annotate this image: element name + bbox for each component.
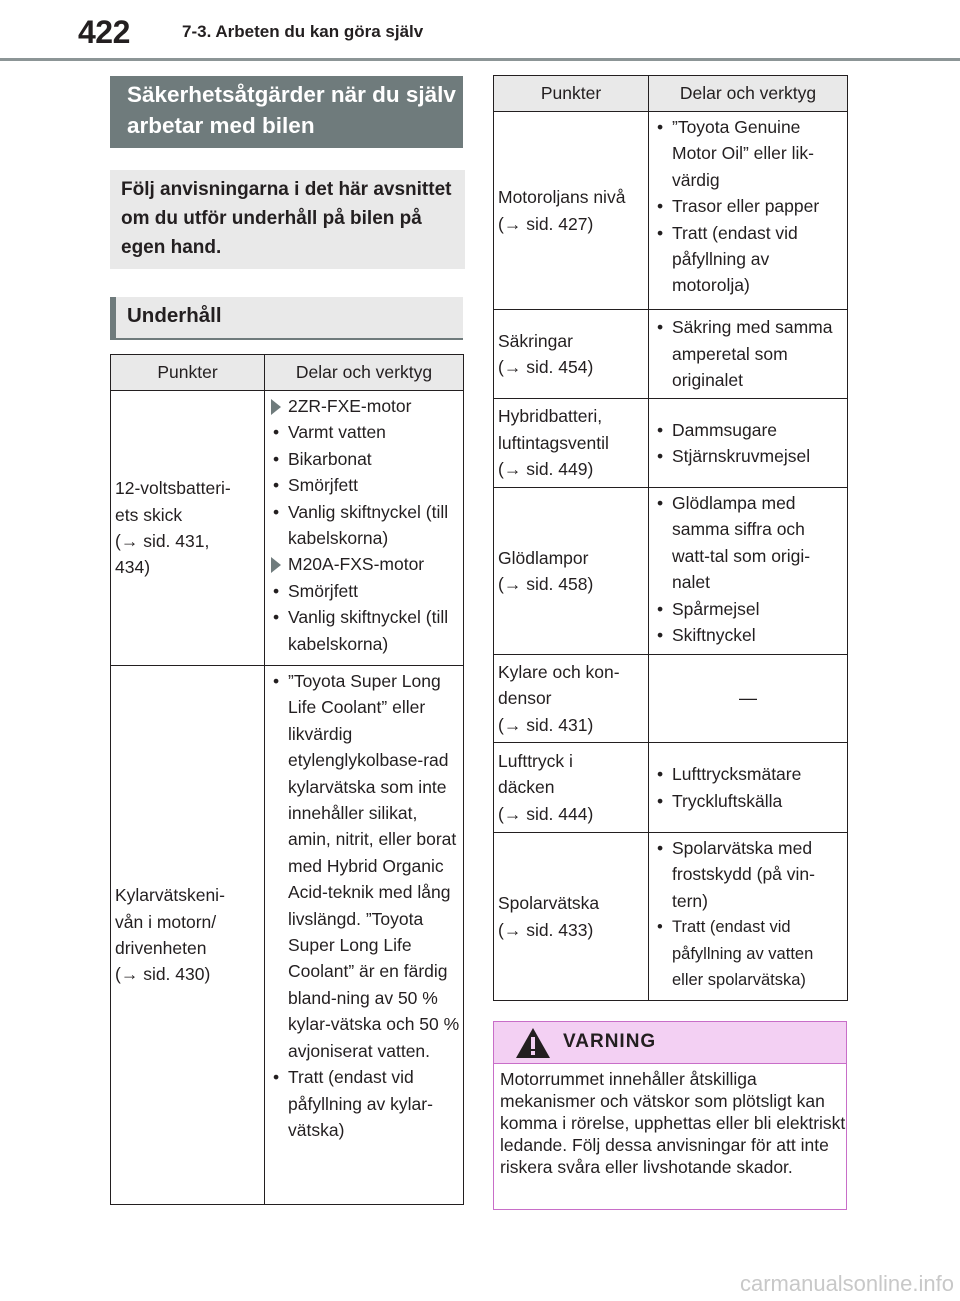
tool-item: • Smörjfett — [265, 472, 463, 498]
item-line: 12-voltsbatteri- — [115, 478, 231, 499]
tools-list — [649, 112, 848, 310]
maintenance-item — [494, 833, 649, 1001]
tools-list — [649, 488, 848, 655]
item-line: vån i motorn/ — [115, 911, 217, 932]
warning-title: VARNING — [563, 1031, 657, 1052]
item-line: (→ sid. 431, — [115, 531, 210, 551]
table-header-row — [494, 76, 848, 112]
no-tools-dash: — — [649, 655, 848, 743]
table-header-row — [111, 355, 464, 391]
maintenance-table-right — [493, 75, 848, 1001]
page-number: 422 — [78, 14, 130, 50]
tool-item: • Smörjfett — [265, 578, 463, 604]
column-header-items: Punkter — [111, 355, 265, 391]
item-line: luftintagsventil — [498, 432, 609, 453]
maintenance-table-left — [110, 354, 464, 1205]
tools-list — [649, 310, 848, 399]
tool-item: • Tryckluftskälla — [649, 788, 847, 814]
table-row — [494, 488, 848, 655]
item-line: Spolarvätska — [498, 893, 600, 914]
table-row — [494, 655, 848, 743]
column-header-tools: Delar och verktyg — [265, 355, 464, 391]
tool-item: • ”Toyota Genuine Motor Oil” eller lik-värdig — [649, 114, 847, 193]
tool-item: • Säkring med samma amperetal som originalet — [649, 314, 847, 393]
column-header-tools: Delar och verktyg — [649, 76, 848, 112]
item-line: däcken — [498, 777, 555, 798]
tool-item: • Tratt (endast vid påfyllning av motorolja) — [649, 220, 847, 299]
warning-header — [494, 1022, 846, 1064]
table-row — [494, 399, 848, 488]
tool-item: • Stjärnskruvmejsel — [649, 443, 847, 469]
tool-item: • Tratt (endast vid påfyllning av kylar-vätska) — [265, 1064, 463, 1143]
table-row — [494, 743, 848, 833]
tools-list — [265, 666, 464, 1205]
item-line: Lufttryck i — [498, 750, 573, 771]
item-line: Kylarvätskeni- — [115, 885, 225, 906]
tools-list — [649, 833, 848, 1001]
item-line: Hybridbatteri, — [498, 406, 603, 427]
item-line: (→ sid. 433) — [498, 919, 594, 940]
item-line: (→ sid. 431) — [498, 714, 594, 735]
tools-list — [265, 391, 464, 666]
tool-item: • Trasor eller papper — [649, 193, 847, 219]
maintenance-item — [111, 391, 265, 666]
watermark: carmanualsonline.info — [739, 1271, 954, 1296]
tool-item: • Bikarbonat — [265, 446, 463, 472]
table-row — [494, 833, 848, 1001]
warning-text: Motorrummet innehåller åtskilliga mekanismer och vätskor som plötsligt kan komma i rörelse, upphettas eller bli elektriskt ledande. Följ dessa anvisningar för att inte riskera svåra eller livshotande skador. — [500, 1069, 846, 1177]
maintenance-item — [111, 666, 265, 1205]
warning-box — [493, 1021, 847, 1210]
table-row — [111, 666, 464, 1205]
item-line: (→ sid. 444) — [498, 803, 594, 824]
item-line: Kylare och kon- — [498, 661, 620, 682]
maintenance-item — [494, 743, 649, 833]
tool-item: • Varmt vatten — [265, 419, 463, 445]
item-line: (→ sid. 430) — [115, 964, 211, 985]
intro-text: Följ anvisningarna i det här avsnittet om du utför underhåll på bilen på egen hand. — [110, 170, 465, 269]
engine-variant-heading: 2ZR-FXE-motor — [265, 393, 463, 419]
item-line: (→ sid. 454) — [498, 357, 594, 377]
item-line: densor — [498, 688, 552, 709]
section-title: Säkerhetsåtgärder när du själv arbetar med bilen — [110, 76, 463, 148]
item-line: (→ sid. 427) — [498, 213, 594, 234]
table-row — [111, 391, 464, 666]
item-line: Glödlampor — [498, 547, 589, 568]
tool-item: • Vanlig skiftnyckel (till kabelskorna) — [265, 604, 463, 657]
table-row — [494, 310, 848, 399]
maintenance-item — [494, 655, 649, 743]
item-line: 434) — [115, 557, 151, 578]
subsection-heading: Underhåll — [110, 297, 463, 340]
tool-item: • Lufttrycksmätare — [649, 761, 847, 787]
header-rule — [0, 58, 960, 61]
tool-item: • Spolarvätska med frostskydd (på vin-tern) — [649, 835, 847, 914]
tool-item: • Skiftnyckel — [649, 622, 847, 648]
tool-item: • Vanlig skiftnyckel (till kabelskorna) — [265, 499, 463, 552]
maintenance-item — [494, 488, 649, 655]
chapter-title: 7-3. Arbeten du kan göra själv — [182, 22, 424, 41]
item-line: drivenheten — [115, 938, 207, 958]
tools-list — [649, 399, 848, 488]
tool-item: • Dammsugare — [649, 417, 847, 443]
tool-item: • Tratt (endast vid påfyllning av vatten eller spolarvätska) — [649, 914, 847, 993]
tools-list — [649, 743, 848, 833]
item-line: (→ sid. 449) — [498, 459, 594, 480]
maintenance-item — [494, 112, 649, 310]
tool-item: • Glödlampa med samma siffra och watt-tal som origi-nalet — [649, 490, 847, 596]
warning-triangle-icon — [515, 1027, 551, 1059]
tool-item: • ”Toyota Super Long Life Coolant” eller likvärdig etylenglykolbase-rad kylarvätska som inte innehåller silikat, amin, nitrit, eller borat med Hybrid Organic Acid-teknik med lång livslängd. ”Toyota Super Long Life Coolant” är en färdig bland-ning av 50 % kylar-vätska och 50 % avjoniserat vatten. — [265, 668, 463, 1064]
engine-variant-heading: M20A-FXS-motor — [265, 551, 463, 577]
item-line: Motoroljans nivå — [498, 187, 626, 208]
tool-item: • Spårmejsel — [649, 596, 847, 622]
item-line: Säkringar — [498, 330, 573, 351]
item-line: ets skick — [115, 504, 183, 525]
maintenance-item — [494, 310, 649, 399]
item-line: (→ sid. 458) — [498, 574, 594, 594]
column-header-items: Punkter — [494, 76, 649, 112]
table-row — [494, 112, 848, 310]
maintenance-item — [494, 399, 649, 488]
